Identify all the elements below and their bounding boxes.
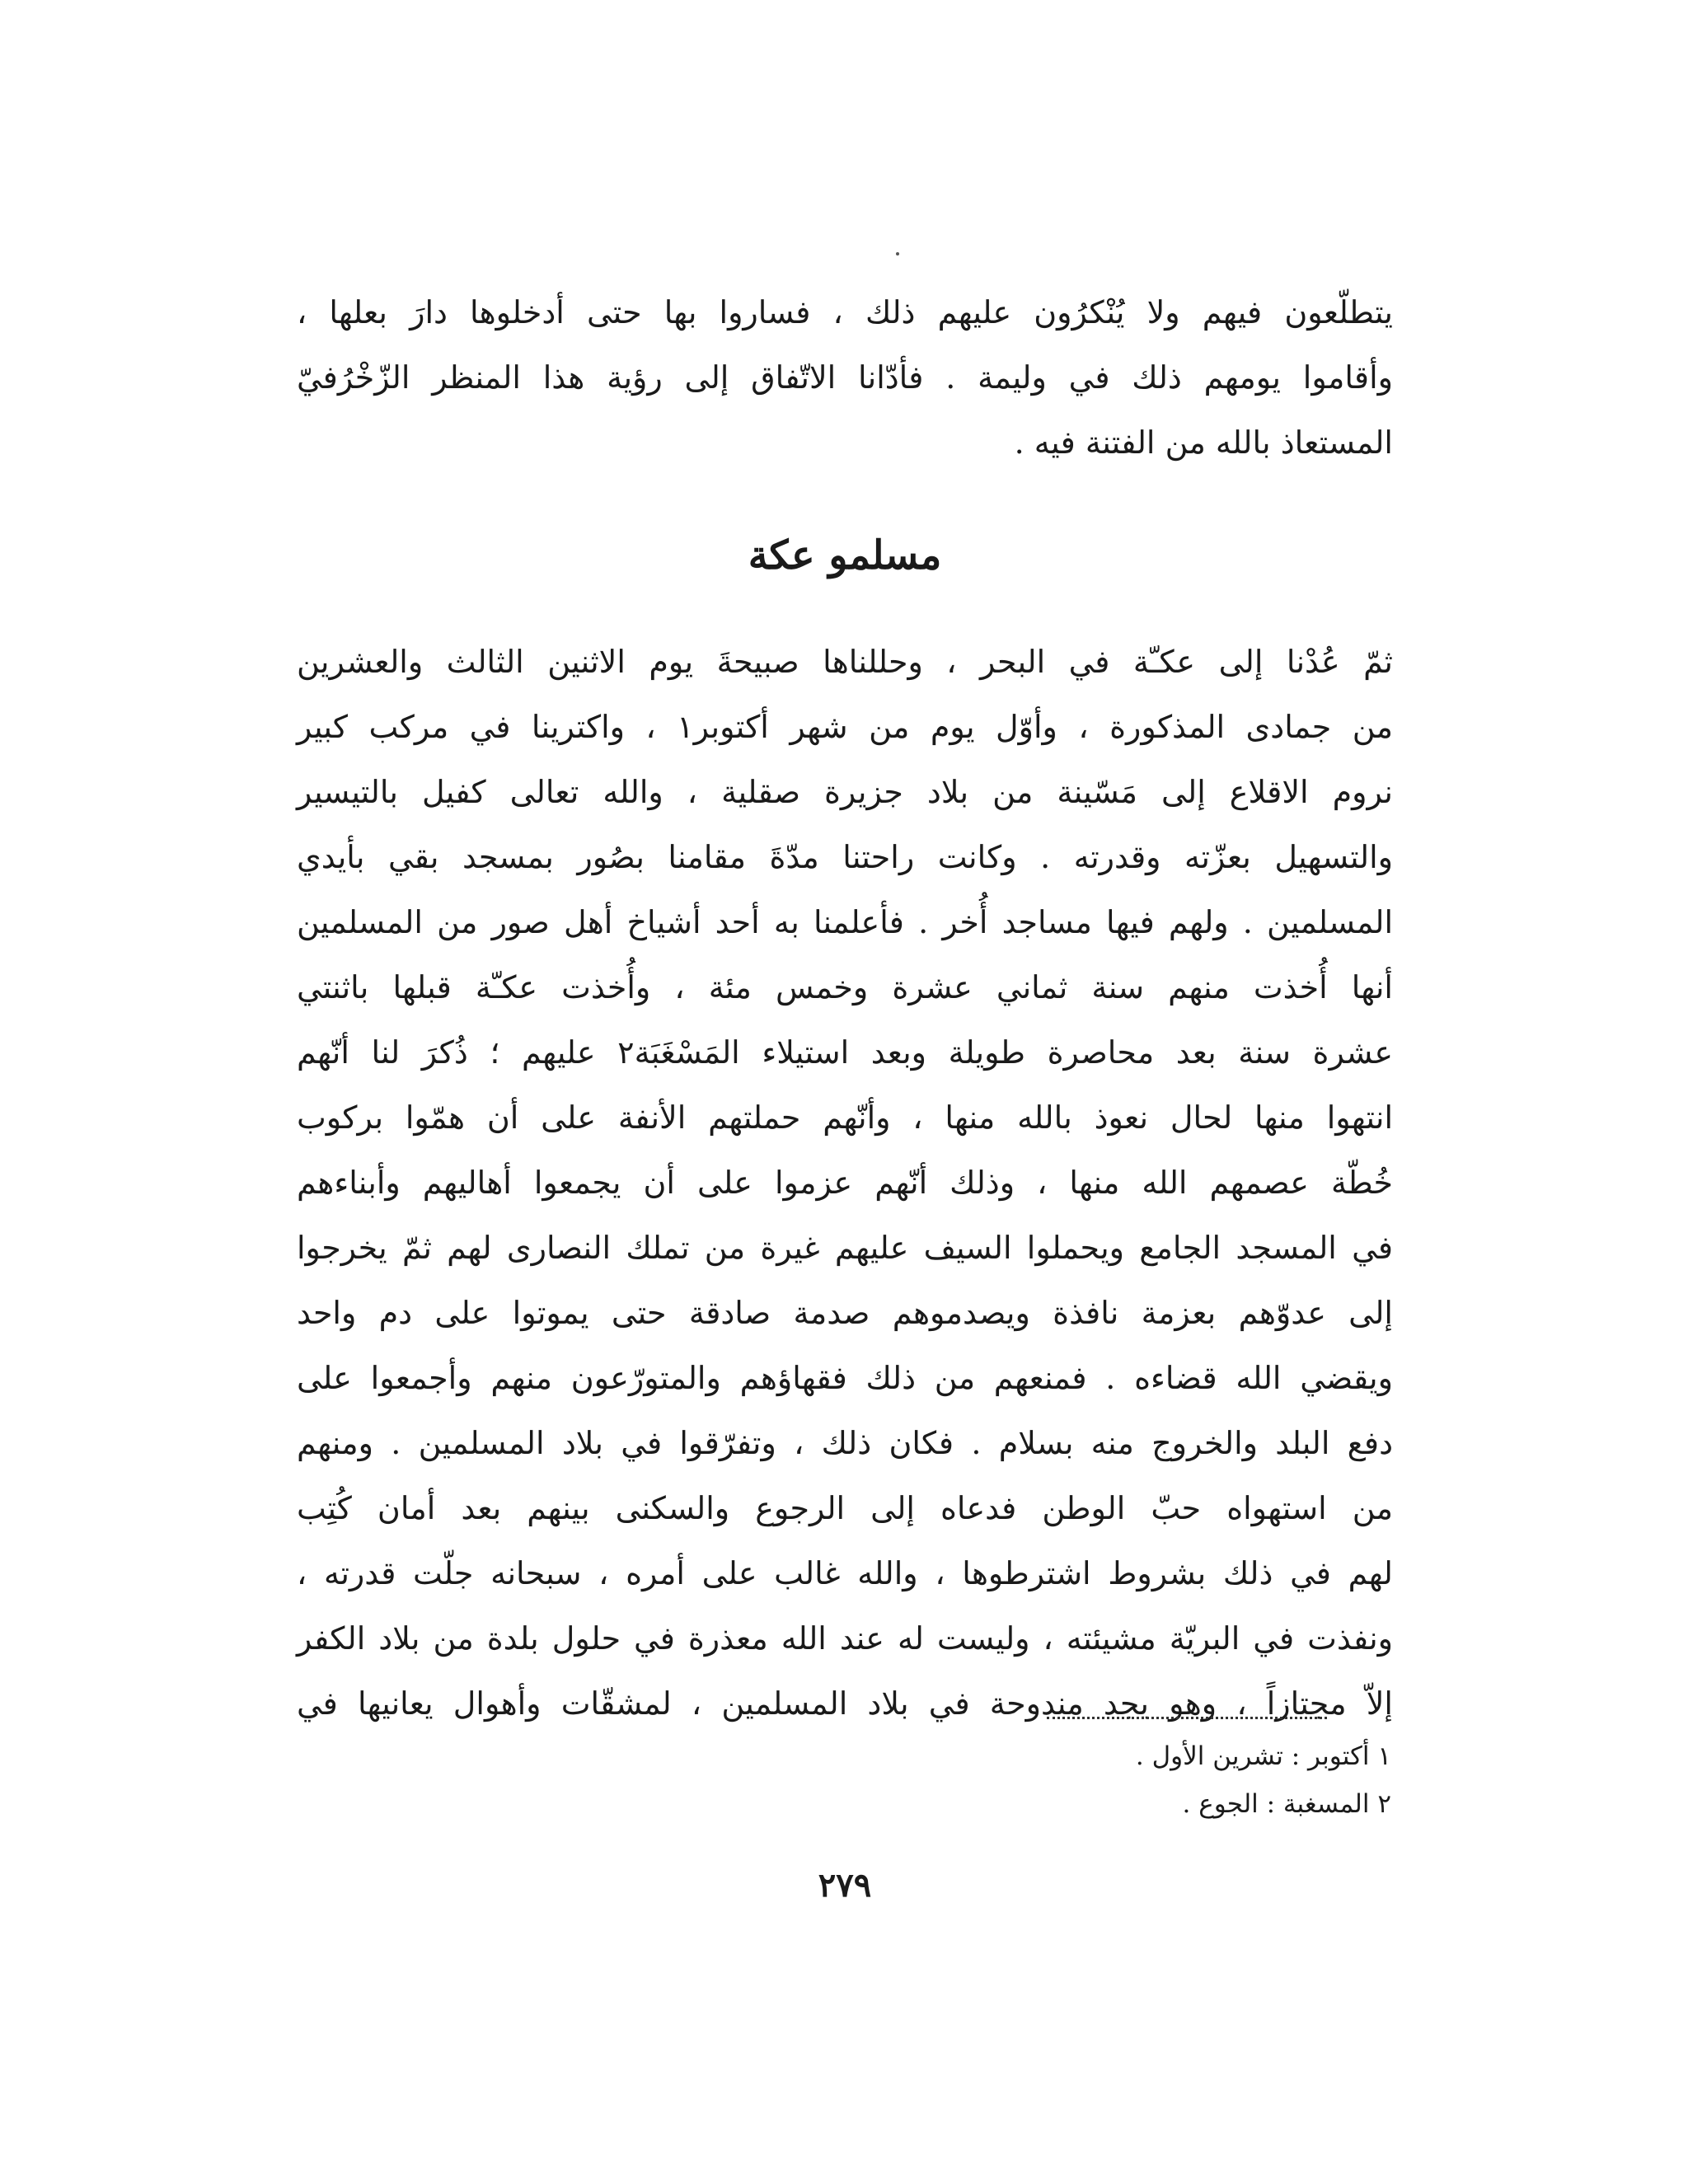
text-line: المسلمين . ولهم فيها مساجد أُخر . فأعلمنا به أحد أشياخ أهل صور من المسلمين xyxy=(297,904,1393,940)
text-line: ثمّ عُدْنا إلى عكـّة في البحر ، وحللناها صبيحةَ يوم الاثنين الثالث والعشرين xyxy=(297,644,1393,680)
stray-dot xyxy=(896,252,899,255)
text-line: إلاّ مجتازاً ، وهو يجد مندوحة في بلاد المسلمين ، لمشقّات وأهوال يعانيها في xyxy=(297,1685,1393,1722)
text-line: والتسهيل بعزّته وقدرته . وكانت راحتنا مدّةَ مقامنا بصُور بمسجد بقي بأيدي xyxy=(297,839,1393,875)
text-line: إلى عدوّهم بعزمة نافذة ويصدموهم صدمة صادقة حتى يموتوا على دم واحد xyxy=(297,1295,1393,1331)
text-line: ويقضي الله قضاءه . فمنعهم من ذلك فقهاؤهم والمتورّعون منهم وأجمعوا على xyxy=(297,1360,1393,1396)
intro-paragraph xyxy=(297,280,1393,476)
text-line: أنها أُخذت منهم سنة ثماني عشرة وخمس مئة ، وأُخذت عكـّة قبلها باثنتي xyxy=(297,969,1393,1005)
text-line: في المسجد الجامع ويحملوا السيف عليهم غيرة من تملك النصارى لهم ثمّ يخرجوا xyxy=(297,1230,1393,1266)
footnote-1: ١ أكتوبر : تشرين الأول . xyxy=(1135,1741,1391,1771)
text-line: عشرة سنة بعد محاصرة طويلة وبعد استيلاء المَسْغَبَة٢ عليهم ؛ ذُكرَ لنا أنّهم xyxy=(297,1034,1393,1071)
text-line: وأقاموا يومهم ذلك في وليمة . فأدّانا الاتّفاق إلى رؤية هذا المنظر الزّخْرُفيّ xyxy=(297,359,1393,396)
text-line: ونفذت في البريّة مشيئته ، وليست له عند الله معذرة في حلول بلدة من بلاد الكفر xyxy=(297,1620,1393,1657)
section-heading: مسلمو عكة xyxy=(748,532,942,579)
footnote-separator xyxy=(1047,1717,1327,1719)
footnote-2: ٢ المسغبة : الجوع . xyxy=(1182,1789,1391,1819)
text-line: دفع البلد والخروج منه بسلام . فكان ذلك ، وتفرّقوا في بلاد المسلمين . ومنهم xyxy=(297,1425,1393,1461)
body-paragraph xyxy=(297,630,1393,1736)
text-line: لهم في ذلك بشروط اشترطوها ، والله غالب على أمره ، سبحانه جلّت قدرته ، xyxy=(297,1555,1393,1591)
footnotes xyxy=(649,1732,1391,1828)
text-line: نروم الاقلاع إلى مَسّينة من بلاد جزيرة صقلية ، والله تعالى كفيل بالتيسير xyxy=(297,774,1393,810)
text-line: خُطّة عصمهم الله منها ، وذلك أنّهم عزموا على أن يجمعوا أهاليهم وأبناءهم xyxy=(297,1165,1393,1201)
text-line: المستعاذ بالله من الفتنة فيه . xyxy=(1014,424,1393,461)
page-number: ٢٧٩ xyxy=(818,1866,872,1905)
text-line: يتطلّعون فيهم ولا يُنْكرُون عليهم ذلك ، فساروا بها حتى أدخلوها دارَ بعلها ، xyxy=(297,294,1393,330)
text-line: انتهوا منها لحال نعوذ بالله منها ، وأنّهم حملتهم الأنفة على أن همّوا بركوب xyxy=(297,1099,1393,1136)
text-line: من جمادى المذكورة ، وأوّل يوم من شهر أكتوبر١ ، واكترينا في مركب كبير xyxy=(297,709,1393,745)
text-line: من استهواه حبّ الوطن فدعاه إلى الرجوع والسكنى بينهم بعد أمان كُتِب xyxy=(297,1490,1393,1526)
